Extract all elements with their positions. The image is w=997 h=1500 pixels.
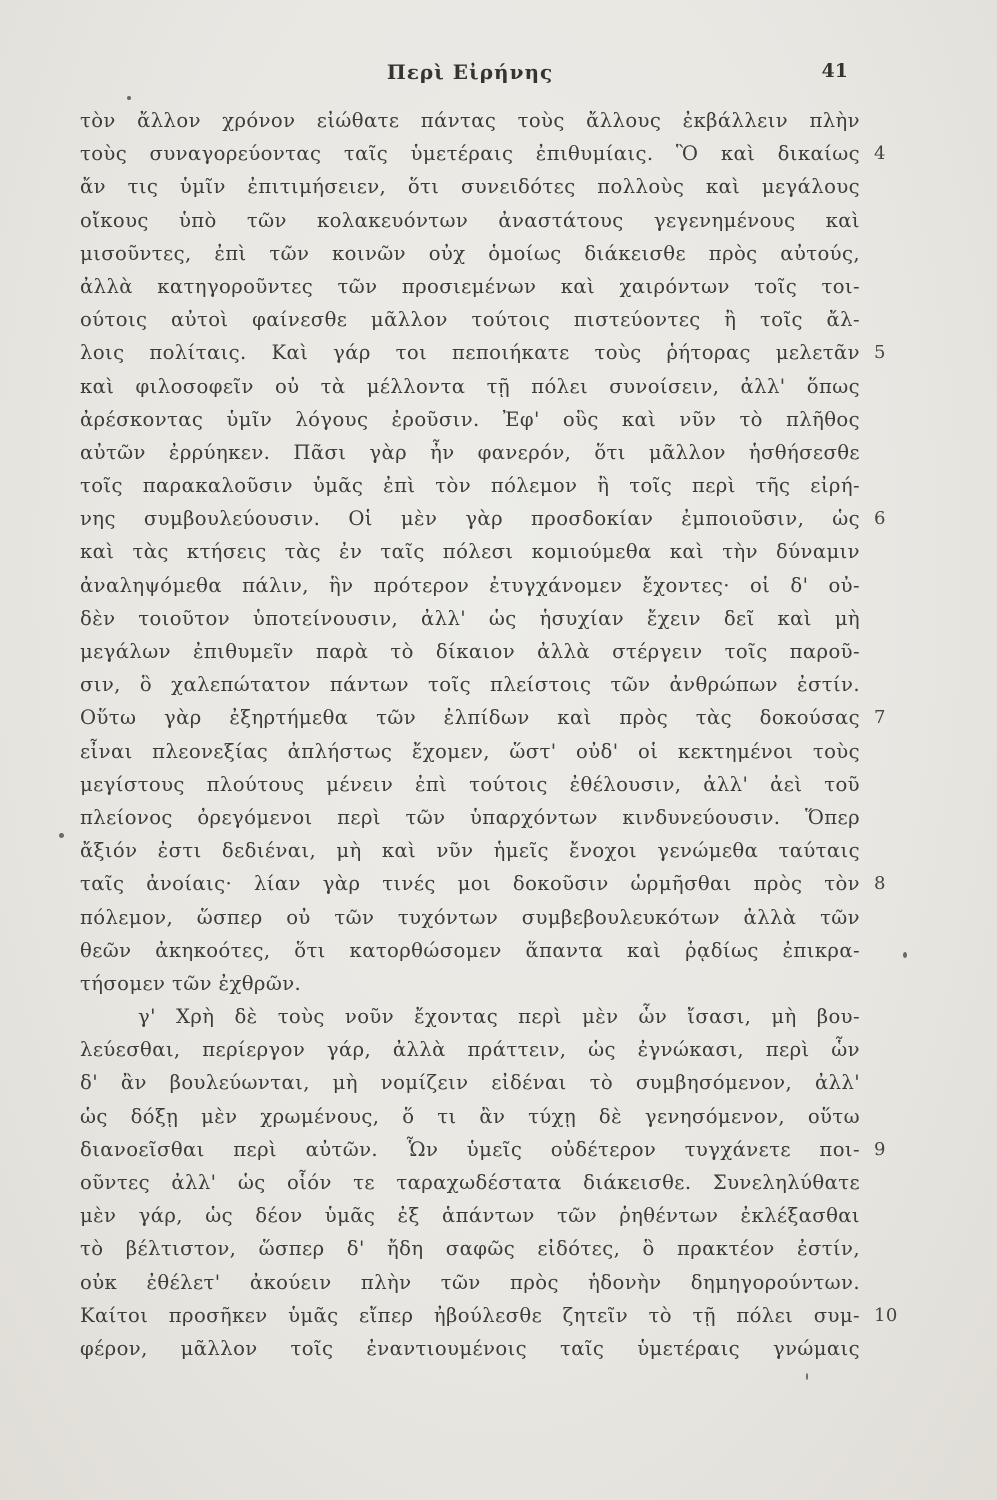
line-text: δ' ἂν βουλεύωνται, μὴ νομίζειν εἰδέναι τὸ συμβησόμενον, ἀλλ': [80, 1071, 860, 1095]
line-text: ἀλλὰ κατηγοροῦντες τῶν προσιεμένων καὶ χαιρόντων τοῖς τοι-: [80, 274, 860, 298]
section-number: 4: [874, 143, 886, 165]
page-header: [80, 60, 860, 86]
line-text: καὶ τὰς κτήσεις τὰς ἐν ταῖς πόλεσι κομιούμεθα καὶ τὴν δύναμιν: [80, 540, 860, 564]
text-line: [80, 1166, 860, 1199]
line-text: τοὺς συναγορεύοντας ταῖς ὑμετέραις ἐπιθυμίαις. Ὃ καὶ δικαίως: [80, 142, 860, 166]
text-line: [80, 602, 860, 635]
text-line: [80, 403, 860, 436]
line-text: διανοεῖσθαι περὶ αὐτῶν. Ὧν ὑμεῖς οὐδέτερον τυγχάνετε ποι-: [80, 1137, 860, 1161]
line-text: αὐτῶν ἐρρύηκεν. Πᾶσι γὰρ ἦν φανερόν, ὅτι μᾶλλον ἡσθήσεσθε: [80, 440, 860, 464]
section-number: 10: [874, 1304, 898, 1326]
text-line: [80, 934, 860, 967]
text-line: [80, 1199, 860, 1232]
scan-speck: [59, 833, 64, 838]
line-text: φέρον, μᾶλλον τοῖς ἐναντιουμένοις ταῖς ὑμετέραις γνώμαις: [80, 1336, 860, 1360]
line-text: τοῖς παρακαλοῦσιν ὑμᾶς ἐπὶ τὸν πόλεμον ἢ τοῖς περὶ τῆς εἰρή-: [80, 474, 860, 498]
text-line: [80, 204, 860, 237]
text-line: [80, 237, 860, 270]
text-line: [80, 104, 860, 137]
line-text: ὡς δόξῃ μὲν χρωμένους, ὅ τι ἂν τύχῃ δὲ γενησόμενον, οὕτω: [80, 1104, 860, 1128]
page-title: Περὶ Εἰρήνης: [386, 60, 554, 84]
line-text: λεύεσθαι, περίεργον γάρ, ἀλλὰ πράττειν, ὡς ἐγνώκασι, περὶ ὧν: [80, 1038, 860, 1062]
text-line: [80, 502, 886, 535]
text-line: [80, 701, 886, 734]
text-line: [80, 901, 860, 934]
text-line: [80, 1033, 860, 1066]
scan-speck: [903, 952, 907, 958]
text-line: [80, 1332, 860, 1365]
line-text: γ' Χρὴ δὲ τοὺς νοῦν ἔχοντας περὶ μὲν ὧν ἴσασι, μὴ βου-: [138, 1005, 860, 1029]
line-text: Οὕτω γὰρ ἐξηρτήμεθα τῶν ἐλπίδων καὶ πρὸς τὰς δοκούσας: [80, 706, 860, 730]
line-text: θεῶν ἀκηκοότες, ὅτι κατορθώσομεν ἅπαντα καὶ ῥᾳδίως ἐπικρα-: [80, 938, 860, 962]
line-text: ούτοις αὐτοὶ φαίνεσθε μᾶλλον τούτοις πιστεύοντες ἢ τοῖς ἄλ-: [80, 308, 860, 332]
line-text: Καίτοι προσῆκεν ὑμᾶς εἴπερ ἠβούλεσθε ζητεῖν τὸ τῇ πόλει συμ-: [80, 1303, 860, 1327]
text-line: [80, 469, 860, 502]
line-text: τήσομεν τῶν ἐχθρῶν.: [80, 971, 302, 995]
scan-speck: [806, 1373, 808, 1380]
line-text: ταῖς ἀνοίαις· λίαν γὰρ τινές μοι δοκοῦσιν ὡρμῆσθαι πρὸς τὸν: [80, 872, 860, 896]
line-text: πόλεμον, ὥσπερ οὐ τῶν τυχόντων συμβεβουλευκότων ἀλλὰ τῶν: [80, 905, 860, 929]
section-number: 7: [874, 707, 886, 729]
section-number: 6: [874, 508, 886, 530]
text-line: [80, 270, 860, 303]
text-line: [80, 735, 860, 768]
line-text: μισοῦντες, ἐπὶ τῶν κοινῶν οὐχ ὁμοίως διάκεισθε πρὸς αὐτούς,: [80, 241, 860, 265]
text-line: [80, 635, 860, 668]
text-block: [80, 104, 898, 1365]
line-text: μεγίστους πλούτους μένειν ἐπὶ τούτοις ἐθέλουσιν, ἀλλ' ἀεὶ τοῦ: [80, 772, 860, 796]
text-line: [80, 336, 886, 369]
text-line: [80, 535, 860, 568]
section-number: 9: [874, 1138, 886, 1160]
line-text: σιν, ὃ χαλεπώτατον πάντων τοῖς πλείστοις τῶν ἀνθρώπων ἐστίν.: [80, 673, 860, 697]
line-text: μὲν γάρ, ὡς δέον ὑμᾶς ἐξ ἁπάντων τῶν ῥηθέντων ἐκλέξασθαι: [80, 1204, 860, 1228]
text-line: [80, 303, 860, 336]
text-line: [80, 834, 860, 867]
line-text: νης συμβουλεύουσιν. Οἱ μὲν γὰρ προσδοκίαν ἐμποιοῦσιν, ὡς: [80, 507, 860, 531]
line-text: οὐκ ἐθέλετ' ἀκούειν πλὴν τῶν πρὸς ἡδονὴν δημηγορούντων.: [80, 1270, 860, 1294]
line-text: εἶναι πλεονεξίας ἀπλήστως ἔχομεν, ὥστ' οὐδ' οἱ κεκτημένοι τοὺς: [80, 739, 860, 763]
line-text: τὸ βέλτιστον, ὥσπερ δ' ἤδη σαφῶς εἰδότες, ὃ πρακτέον ἐστίν,: [80, 1237, 860, 1261]
text-line: [80, 1100, 860, 1133]
text-line: [80, 370, 860, 403]
text-line: [80, 1066, 860, 1099]
text-line: [80, 1232, 860, 1265]
text-line: [80, 137, 886, 170]
line-text: ἀρέσκοντας ὑμῖν λόγους ἐροῦσιν. Ἐφ' οὓς καὶ νῦν τὸ πλῆθος: [80, 407, 860, 431]
line-text: οῦντες ἀλλ' ὡς οἷόν τε ταραχωδέστατα διάκεισθε. Συνεληλύθατε: [80, 1171, 860, 1194]
text-line: [80, 967, 860, 1000]
text-line: [80, 1133, 886, 1166]
section-number: 5: [874, 342, 886, 364]
line-text: δὲν τοιοῦτον ὑποτείνουσιν, ἀλλ' ὡς ἡσυχίαν ἔχειν δεῖ καὶ μὴ: [80, 606, 860, 630]
text-line: [80, 170, 860, 203]
section-number: 8: [874, 873, 886, 895]
line-text: τὸν ἄλλον χρόνον εἰώθατε πάντας τοὺς ἄλλους ἐκβάλλειν πλὴν: [80, 109, 860, 132]
page-number: 41: [821, 60, 848, 82]
line-text: λοις πολίταις. Καὶ γάρ τοι πεποιήκατε τοὺς ῥήτορας μελετᾶν: [80, 341, 860, 365]
text-line: [80, 768, 860, 801]
text-line: [80, 668, 860, 701]
line-text: ἀναληψόμεθα πάλιν, ἣν πρότερον ἐτυγχάνομεν ἔχοντες· οἱ δ' οὐ-: [80, 573, 860, 597]
scan-speck: [127, 96, 131, 100]
text-line: [80, 1299, 898, 1332]
line-text: ἄν τις ὑμῖν ἐπιτιμήσειεν, ὅτι συνειδότες πολλοὺς καὶ μεγάλους: [80, 175, 860, 199]
text-line: [80, 569, 860, 602]
line-text: πλείονος ὀρεγόμενοι περὶ τῶν ὑπαρχόντων κινδυνεύουσιν. Ὅπερ: [80, 805, 860, 829]
text-line: [80, 436, 860, 469]
text-line: [80, 867, 886, 900]
line-text: καὶ φιλοσοφεῖν οὐ τὰ μέλλοντα τῇ πόλει συνοίσειν, ἀλλ' ὅπως: [80, 374, 860, 398]
line-text: μεγάλων ἐπιθυμεῖν παρὰ τὸ δίκαιον ἀλλὰ στέργειν τοῖς παροῦ-: [80, 640, 860, 663]
text-line: [80, 1266, 860, 1299]
line-text: οἴκους ὑπὸ τῶν κολακευόντων ἀναστάτους γεγενημένους καὶ: [80, 208, 860, 232]
text-line: [80, 801, 860, 834]
line-text: ἄξιόν ἐστι δεδιέναι, μὴ καὶ νῦν ἡμεῖς ἔνοχοι γενώμεθα ταύταις: [80, 839, 860, 863]
text-line: [80, 1000, 860, 1033]
